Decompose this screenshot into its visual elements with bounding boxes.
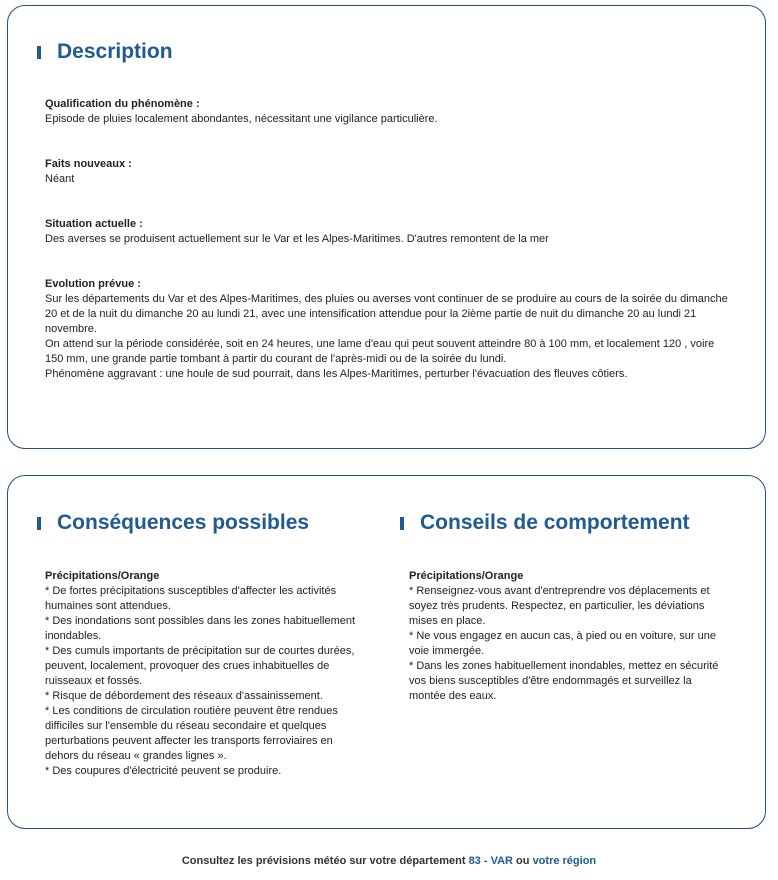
consequences-title: Conséquences possibles — [57, 511, 310, 534]
list-item: * Risque de débordement des réseaux d'assainissement. — [45, 690, 323, 702]
heading-bar-icon — [400, 517, 404, 530]
description-title: Description — [57, 40, 173, 63]
conseils-heading — [400, 511, 690, 535]
section-text: On attend sur la période considérée, soit en 24 heures, une lame d'eau qui peut souvent atteindre 80 à 100 mm, et localement 120 , voire 150 mm, une grande partie tombant à partir du courant de l'après-midi ou de la soirée du lundi. — [45, 338, 715, 365]
list-item: * Des inondations sont possibles dans les zones habituellement inondables. — [45, 615, 356, 642]
section-qualification — [45, 97, 735, 127]
section-text: Phénomène aggravant : une houle de sud pourrait, dans les Alpes-Maritimes, perturber l'évacuation des fleuves côtiers. — [45, 368, 628, 380]
section-label: Faits nouveaux : — [45, 158, 132, 170]
section-situation-actuelle — [45, 217, 735, 247]
section-text: Episode de pluies localement abondantes, nécessitant une vigilance particulière. — [45, 113, 438, 125]
heading-bar-icon — [37, 517, 41, 530]
list-item: * Des coupures d'électricité peuvent se produire. — [45, 765, 282, 777]
list-item: * Des cumuls importants de précipitation sur de courtes durées, peuvent, localement, provoquer des crues inhabituelles de ruisseaux et fossés. — [45, 645, 355, 687]
section-text: Des averses se produisent actuellement sur le Var et les Alpes-Maritimes. D'autres remontent de la mer — [45, 233, 549, 245]
section-faits-nouveaux — [45, 157, 735, 187]
section-text: Néant — [45, 173, 75, 185]
department-link[interactable]: 83 - VAR — [468, 855, 513, 867]
conseils-content — [409, 569, 719, 704]
list-item: * Ne vous engagez en aucun cas, à pied ou en voiture, sur une voie immergée. — [409, 630, 716, 657]
section-label: Situation actuelle : — [45, 218, 143, 230]
list-item: * Dans les zones habituellement inondables, mettez en sécurité vos biens susceptibles d'être endommagés et surveillez la montée des eaux. — [409, 660, 719, 702]
conseils-label: Précipitations/Orange — [409, 570, 524, 582]
heading-bar-icon — [37, 46, 41, 59]
section-evolution-prevue — [45, 277, 735, 382]
description-heading — [37, 40, 173, 64]
list-item: * Les conditions de circulation routière peuvent être rendues difficiles sur l'ensemble du réseau secondaire et quelques perturbations peuvent affecter les transports ferroviaires en dehors du réseau « grandes lignes ». — [45, 705, 338, 762]
footer-text: Consultez les prévisions météo sur votre département — [181, 855, 466, 867]
list-item: * De fortes précipitations susceptibles d'affecter les activités humaines sont attendues. — [45, 585, 337, 612]
section-label: Evolution prévue : — [45, 278, 141, 290]
conseils-title: Conseils de comportement — [420, 511, 690, 534]
description-content — [45, 97, 735, 412]
footer-or: ou — [516, 855, 530, 867]
footer — [0, 855, 778, 867]
region-link[interactable]: votre région — [532, 855, 597, 867]
consequences-label: Précipitations/Orange — [45, 570, 160, 582]
section-label: Qualification du phénomène : — [45, 98, 200, 110]
consequences-content — [45, 569, 360, 779]
section-text: Sur les départements du Var et des Alpes-Maritimes, des pluies ou averses vont continuer de se produire au cours de la soirée du dimanche 20 et de la nuit du dimanche 20 au lundi 21, avec une intensification attendue pour la 2ième partie de nuit du dimanche 20 au lundi 21 novembre. — [45, 293, 728, 335]
consequences-heading — [37, 511, 309, 535]
list-item: * Renseignez-vous avant d'entreprendre vos déplacements et soyez très prudents. Respectez, en particulier, les déviations mises en place. — [409, 585, 710, 627]
